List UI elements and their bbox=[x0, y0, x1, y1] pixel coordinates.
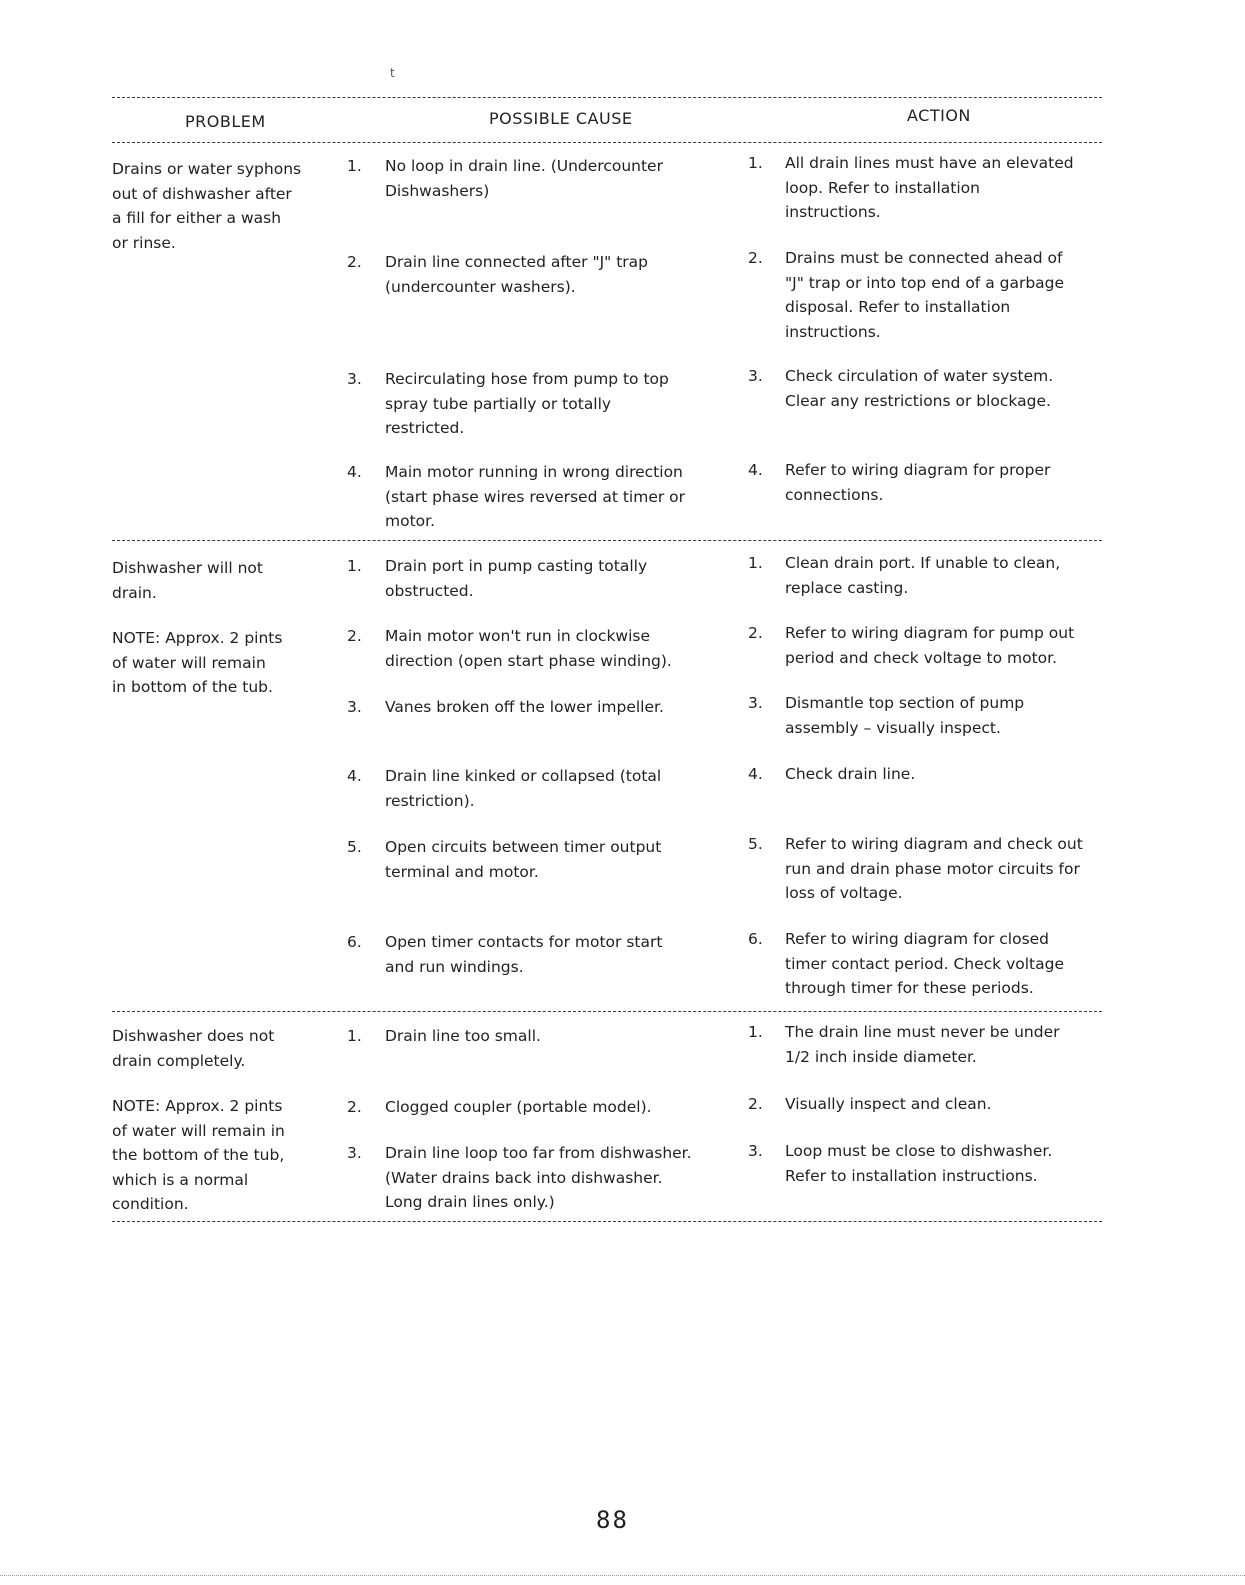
table-bottom-rule bbox=[112, 1221, 1102, 1222]
action-text-line: instructions. bbox=[785, 203, 881, 221]
action-text-line: timer contact period. Check voltage bbox=[785, 954, 1064, 973]
action-text bbox=[785, 364, 1095, 413]
cause-number: 4. bbox=[347, 767, 362, 785]
action-text bbox=[785, 551, 1095, 600]
cause-number: 1. bbox=[347, 1027, 362, 1045]
action-text bbox=[785, 832, 1095, 906]
action-text bbox=[785, 691, 1095, 740]
action-text-line: replace casting. bbox=[785, 578, 909, 597]
cause-text bbox=[385, 154, 735, 203]
problem-text bbox=[112, 157, 332, 255]
stray-mark: t bbox=[390, 66, 395, 80]
action-text-line: Check drain line. bbox=[785, 765, 916, 783]
action-number: 1. bbox=[748, 154, 763, 172]
action-text-line: Check circulation of water system. bbox=[785, 367, 1054, 385]
action-text bbox=[785, 927, 1095, 1001]
cause-text-line: and run windings. bbox=[385, 957, 524, 976]
cause-text-line: Main motor won't run in clockwise bbox=[385, 627, 651, 645]
problem-note bbox=[112, 626, 332, 700]
problem-text-line: Dishwasher will not bbox=[112, 559, 263, 577]
cause-number: 2. bbox=[347, 627, 362, 645]
problem-note-line: which is a normal bbox=[112, 1170, 249, 1189]
cause-number: 1. bbox=[347, 157, 362, 175]
cause-text-line: motor. bbox=[385, 512, 436, 530]
problem-note-line: NOTE: Approx. 2 pints bbox=[112, 1097, 283, 1115]
cause-text bbox=[385, 624, 735, 673]
problem-note-line: NOTE: Approx. 2 pints bbox=[112, 629, 283, 647]
action-text bbox=[785, 1020, 1095, 1069]
header-rule bbox=[112, 142, 1102, 143]
action-number: 3. bbox=[748, 1142, 763, 1160]
action-text bbox=[785, 151, 1095, 225]
action-text-line: loop. Refer to installation bbox=[785, 178, 980, 197]
problem-note-line: in bottom of the tub. bbox=[112, 678, 273, 696]
cause-text-line: (Water drains back into dishwasher. bbox=[385, 1168, 663, 1187]
action-number: 1. bbox=[748, 1023, 763, 1041]
action-text-line: Loop must be close to dishwasher. bbox=[785, 1142, 1053, 1160]
cause-text-line: Dishwashers) bbox=[385, 181, 490, 200]
action-text-line: through timer for these periods. bbox=[785, 979, 1034, 997]
action-number: 1. bbox=[748, 554, 763, 572]
cause-text-line: Vanes broken off the lower impeller. bbox=[385, 698, 664, 716]
header-problem: PROBLEM bbox=[185, 112, 266, 131]
action-number: 2. bbox=[748, 249, 763, 267]
cause-text-line: restricted. bbox=[385, 419, 465, 437]
cause-text bbox=[385, 764, 735, 813]
problem-note bbox=[112, 1094, 332, 1217]
action-text-line: Refer to installation instructions. bbox=[785, 1166, 1038, 1185]
action-number: 2. bbox=[748, 624, 763, 642]
cause-number: 3. bbox=[347, 1144, 362, 1162]
action-number: 5. bbox=[748, 835, 763, 853]
cause-text-line: Clogged coupler (portable model). bbox=[385, 1098, 652, 1116]
problem-text-line: Dishwasher does not bbox=[112, 1027, 275, 1045]
action-text-line: Clean drain port. If unable to clean, bbox=[785, 554, 1061, 572]
cause-text-line: Drain line too small. bbox=[385, 1027, 541, 1045]
action-text-line: connections. bbox=[785, 485, 884, 504]
cause-number: 3. bbox=[347, 698, 362, 716]
cause-text-line: Long drain lines only.) bbox=[385, 1193, 555, 1211]
cause-number: 1. bbox=[347, 557, 362, 575]
problem-note-line: the bottom of the tub, bbox=[112, 1146, 285, 1164]
problem-text-line: Drains or water syphons bbox=[112, 160, 302, 178]
action-text bbox=[785, 246, 1095, 344]
problem-note-line: condition. bbox=[112, 1195, 189, 1213]
header-possible-cause: POSSIBLE CAUSE bbox=[489, 109, 633, 128]
problem-text-line: or rinse. bbox=[112, 233, 176, 252]
cause-text-line: Drain port in pump casting totally bbox=[385, 557, 648, 575]
problem-text-line: out of dishwasher after bbox=[112, 184, 292, 203]
cause-text bbox=[385, 835, 735, 884]
action-text-line: 1/2 inch inside diameter. bbox=[785, 1047, 977, 1066]
cause-text bbox=[385, 1024, 735, 1049]
action-text bbox=[785, 762, 1095, 787]
action-text bbox=[785, 1092, 1095, 1117]
problem-text bbox=[112, 556, 332, 605]
action-text-line: Dismantle top section of pump bbox=[785, 694, 1025, 712]
action-text-line: All drain lines must have an elevated bbox=[785, 154, 1074, 172]
section-rule bbox=[112, 1011, 1102, 1012]
action-number: 3. bbox=[748, 367, 763, 385]
cause-text bbox=[385, 554, 735, 603]
problem-text-line: drain. bbox=[112, 583, 157, 602]
action-text bbox=[785, 621, 1095, 670]
problem-text bbox=[112, 1024, 332, 1073]
cause-text bbox=[385, 460, 735, 534]
cause-number: 2. bbox=[347, 1098, 362, 1116]
problem-text-line: drain completely. bbox=[112, 1051, 246, 1070]
cause-text-line: No loop in drain line. (Undercounter bbox=[385, 157, 663, 175]
cause-text bbox=[385, 1095, 735, 1120]
action-text-line: assembly – visually inspect. bbox=[785, 718, 1001, 737]
action-text-line: Refer to wiring diagram for proper bbox=[785, 461, 1051, 479]
cause-number: 5. bbox=[347, 838, 362, 856]
action-number: 4. bbox=[748, 461, 763, 479]
problem-note-line: of water will remain in bbox=[112, 1121, 285, 1140]
action-text bbox=[785, 458, 1095, 507]
cause-text-line: Drain line kinked or collapsed (total bbox=[385, 767, 662, 785]
cause-text-line: (start phase wires reversed at timer or bbox=[385, 487, 686, 506]
action-text-line: period and check voltage to motor. bbox=[785, 648, 1058, 667]
action-number: 3. bbox=[748, 694, 763, 712]
action-text-line: Refer to wiring diagram and check out bbox=[785, 835, 1083, 853]
cause-text bbox=[385, 1141, 735, 1215]
section-rule bbox=[112, 540, 1102, 541]
table-top-rule bbox=[112, 97, 1102, 98]
cause-text-line: direction (open start phase winding). bbox=[385, 651, 672, 670]
action-text-line: The drain line must never be under bbox=[785, 1023, 1060, 1041]
action-text-line: Visually inspect and clean. bbox=[785, 1095, 992, 1113]
cause-text bbox=[385, 930, 735, 979]
cause-text-line: restriction). bbox=[385, 791, 475, 810]
cause-text bbox=[385, 367, 735, 441]
cause-number: 6. bbox=[347, 933, 362, 951]
cause-text-line: Drain line loop too far from dishwasher. bbox=[385, 1144, 692, 1162]
cause-number: 3. bbox=[347, 370, 362, 388]
action-text-line: Clear any restrictions or blockage. bbox=[785, 391, 1051, 410]
action-text-line: instructions. bbox=[785, 322, 881, 341]
cause-number: 2. bbox=[347, 253, 362, 271]
cause-text-line: (undercounter washers). bbox=[385, 277, 576, 296]
action-text-line: "J" trap or into top end of a garbage bbox=[785, 273, 1065, 292]
action-text bbox=[785, 1139, 1095, 1188]
cause-text-line: Main motor running in wrong direction bbox=[385, 463, 683, 481]
cause-text-line: Open circuits between timer output bbox=[385, 838, 662, 856]
action-number: 4. bbox=[748, 765, 763, 783]
page-number: 88 bbox=[596, 1506, 629, 1534]
cause-text-line: Drain line connected after "J" trap bbox=[385, 253, 648, 271]
page-bottom-edge bbox=[0, 1575, 1245, 1576]
action-text-line: run and drain phase motor circuits for bbox=[785, 859, 1080, 878]
action-number: 2. bbox=[748, 1095, 763, 1113]
header-action: ACTION bbox=[907, 106, 971, 125]
cause-text-line: obstructed. bbox=[385, 581, 474, 600]
cause-text-line: Recirculating hose from pump to top bbox=[385, 370, 669, 388]
action-number: 6. bbox=[748, 930, 763, 948]
action-text-line: Drains must be connected ahead of bbox=[785, 249, 1063, 267]
cause-text-line: spray tube partially or totally bbox=[385, 394, 612, 413]
action-text-line: Refer to wiring diagram for closed bbox=[785, 930, 1050, 948]
action-text-line: disposal. Refer to installation bbox=[785, 298, 1011, 316]
cause-text-line: terminal and motor. bbox=[385, 862, 539, 881]
cause-text bbox=[385, 250, 735, 299]
problem-text-line: a fill for either a wash bbox=[112, 209, 282, 227]
cause-text bbox=[385, 695, 735, 720]
problem-note-line: of water will remain bbox=[112, 653, 266, 672]
action-text-line: Refer to wiring diagram for pump out bbox=[785, 624, 1075, 642]
cause-text-line: Open timer contacts for motor start bbox=[385, 933, 663, 951]
action-text-line: loss of voltage. bbox=[785, 884, 903, 902]
cause-number: 4. bbox=[347, 463, 362, 481]
